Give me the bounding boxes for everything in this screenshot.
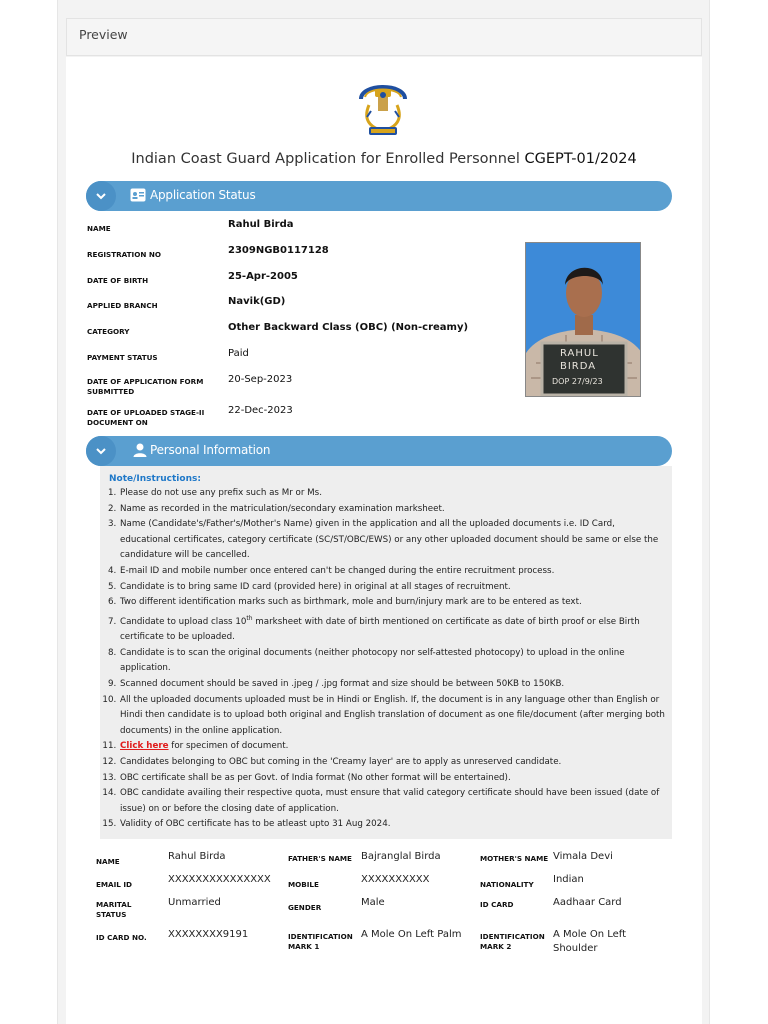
instruction-7 bbox=[119, 611, 666, 646]
pi-name-value: Rahul Birda bbox=[168, 851, 226, 862]
coast-guard-emblem-icon bbox=[355, 75, 411, 141]
personal-information-bar[interactable] bbox=[86, 436, 672, 466]
mark1-value: A Mole On Left Palm bbox=[361, 929, 462, 940]
instruction-11 bbox=[119, 739, 666, 755]
payment-value: Paid bbox=[228, 348, 249, 359]
father-name-label: FATHER'S NAME bbox=[288, 854, 352, 863]
mobile-label: MOBILE bbox=[288, 880, 319, 889]
gender-value: Male bbox=[361, 897, 385, 908]
instruction-4: 4. E-mail ID and mobile number once entered can't be changed during the entire recruitment process. bbox=[119, 564, 666, 580]
instruction-12: 12. Candidates belonging to OBC but coming in the 'Creamy layer' are to apply as unreserved candidate. bbox=[119, 755, 666, 771]
payment-label: PAYMENT STATUS bbox=[87, 353, 158, 362]
instruction-13: 13. OBC certificate shall be as per Govt. of India format (No other format will be entertained). bbox=[119, 771, 666, 787]
instruction-7-part2: marksheet with date of birth mentioned on certificate as date of birth proof or else Birth certificate to be uploaded. bbox=[120, 616, 640, 643]
uploaded-label-line1: DATE OF UPLOADED STAGE-II bbox=[87, 408, 205, 417]
submitted-label bbox=[87, 377, 203, 397]
instruction-10: 10. All the uploaded documents uploaded must be in Hindi or English. If, the document is in any language other than English or Hindi then candidate is to upload both original and English translation of document as one file/document (after merging both documents) in the online application. bbox=[119, 693, 666, 740]
page-title-text: Indian Coast Guard Application for Enrolled Personnel bbox=[131, 151, 525, 167]
application-status-title: Application Status bbox=[150, 188, 256, 202]
submitted-value: 20-Sep-2023 bbox=[228, 374, 293, 385]
idno-value: XXXXXXXX9191 bbox=[168, 929, 249, 940]
slate-line-3: DOP 27/9/23 bbox=[552, 377, 603, 386]
mark1-label-line1: IDENTIFICATION bbox=[288, 932, 353, 941]
nationality-label: NATIONALITY bbox=[480, 880, 534, 889]
registration-value: 2309NGB0117128 bbox=[228, 245, 329, 256]
idno-label: ID CARD NO. bbox=[96, 933, 147, 942]
uploaded-value: 22-Dec-2023 bbox=[228, 405, 293, 416]
id-card-icon bbox=[130, 188, 146, 202]
mark2-label-line2: MARK 2 bbox=[480, 942, 512, 951]
instruction-7-sup: th bbox=[246, 614, 253, 622]
mark2-value bbox=[553, 928, 626, 956]
marital-label-line1: MARITAL bbox=[96, 900, 132, 909]
mobile-value: XXXXXXXXXX bbox=[361, 874, 430, 885]
instruction-8: 8. Candidate is to scan the original documents (neither photocopy nor self-attested photocopy) to upload in the online application. bbox=[119, 646, 666, 677]
specimen-link[interactable]: Click here bbox=[120, 741, 169, 752]
page-title bbox=[0, 151, 768, 167]
notes-heading: Note/Instructions: bbox=[109, 474, 201, 484]
mark2-label-line1: IDENTIFICATION bbox=[480, 932, 545, 941]
dob-label: DATE OF BIRTH bbox=[87, 276, 149, 285]
name-label: NAME bbox=[87, 224, 111, 233]
preview-title: Preview bbox=[79, 27, 128, 42]
exam-code: CGEPT-01/2024 bbox=[524, 151, 637, 167]
marital-value: Unmarried bbox=[168, 897, 221, 908]
mark2-value-line2: Shoulder bbox=[553, 943, 598, 954]
marital-label-line2: STATUS bbox=[96, 910, 127, 919]
application-status-bar[interactable] bbox=[86, 181, 672, 211]
instruction-15: 15. Validity of OBC certificate has to be atleast upto 31 Aug 2024. bbox=[119, 817, 666, 833]
mark2-value-line1: A Mole On Left bbox=[553, 929, 627, 940]
category-label: CATEGORY bbox=[87, 327, 130, 336]
branch-value: Navik(GD) bbox=[228, 296, 286, 307]
uploaded-label bbox=[87, 408, 204, 428]
mark2-label bbox=[480, 932, 545, 952]
email-label: EMAIL ID bbox=[96, 880, 133, 889]
category-value: Other Backward Class (OBC) (Non-creamy) bbox=[228, 322, 469, 333]
instruction-9: 9. Scanned document should be saved in .jpeg / .jpg format and size should be between 50KB to 150KB. bbox=[119, 677, 666, 693]
instruction-2: 2. Name as recorded in the matriculation/secondary examination marksheet. bbox=[119, 502, 666, 518]
branch-label: APPLIED BRANCH bbox=[87, 301, 158, 310]
submitted-label-line2: SUBMITTED bbox=[87, 387, 135, 396]
name-value: Rahul Birda bbox=[228, 219, 294, 230]
mother-name-label: MOTHER'S NAME bbox=[480, 854, 549, 863]
preview-header bbox=[66, 18, 702, 56]
instructions-list bbox=[100, 486, 666, 833]
instruction-7-part1: Candidate to upload class 10 bbox=[120, 616, 247, 627]
user-icon bbox=[132, 443, 148, 457]
idcard-label: ID CARD bbox=[480, 900, 514, 909]
mother-name-value: Vimala Devi bbox=[553, 851, 613, 862]
marital-label bbox=[96, 900, 131, 920]
father-name-value: Bajranglal Birda bbox=[361, 851, 441, 862]
candidate-photo-image bbox=[526, 243, 641, 397]
email-value: XXXXXXXXXXXXXXX bbox=[168, 874, 271, 885]
instruction-1: 1. Please do not use any prefix such as Mr or Ms. bbox=[119, 486, 666, 502]
idcard-value: Aadhaar Card bbox=[553, 897, 622, 908]
uploaded-label-line2: DOCUMENT ON bbox=[87, 418, 148, 427]
instruction-6: 6. Two different identification marks such as birthmark, mole and burn/injury mark are to be entered as text. bbox=[119, 595, 666, 611]
registration-label: REGISTRATION NO bbox=[87, 250, 161, 259]
slate-line-1: RAHUL bbox=[560, 348, 599, 359]
mark1-label bbox=[288, 932, 353, 952]
personal-information-title: Personal Information bbox=[150, 443, 271, 457]
instructions-panel bbox=[100, 466, 672, 839]
candidate-photo bbox=[525, 242, 641, 397]
slate-line-2: BIRDA bbox=[560, 361, 597, 372]
instruction-14: 14. OBC candidate availing their respective quota, must ensure that valid category certificate should have been issued (date of issue) on or before the closing date of application. bbox=[119, 786, 666, 817]
submitted-label-line1: DATE OF APPLICATION FORM bbox=[87, 377, 204, 386]
chevron-down-icon[interactable] bbox=[86, 181, 116, 211]
pi-name-label: NAME bbox=[96, 857, 120, 866]
instruction-3: 3. Name (Candidate's/Father's/Mother's Name) given in the application and all the uploaded documents i.e. ID Card, educational certificates, category certificate (SC/ST/OBC/EWS) or any other uploaded document should be same or else the candidature will be cancelled. bbox=[119, 517, 666, 564]
gender-label: GENDER bbox=[288, 903, 322, 912]
instruction-5: 5. Candidate is to bring same ID card (provided here) in original at all stages of recruitment. bbox=[119, 580, 666, 596]
mark1-label-line2: MARK 1 bbox=[288, 942, 320, 951]
dob-value: 25-Apr-2005 bbox=[228, 271, 298, 282]
nationality-value: Indian bbox=[553, 874, 584, 885]
chevron-down-icon[interactable] bbox=[86, 436, 116, 466]
instruction-11-rest: for specimen of document. bbox=[168, 741, 289, 752]
